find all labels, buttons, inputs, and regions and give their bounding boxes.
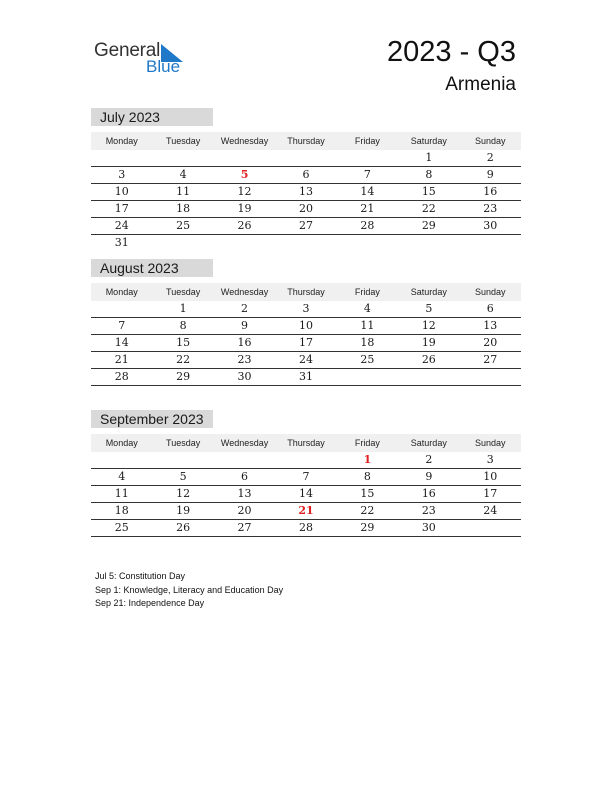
- day-cell: 29: [421, 219, 436, 232]
- day-cell: 30: [421, 521, 436, 534]
- day-cell: 22: [360, 504, 375, 517]
- week-row: [91, 184, 521, 201]
- country-name: Armenia: [445, 74, 516, 95]
- holiday-notes: [95, 570, 283, 611]
- day-cell: 15: [421, 185, 436, 198]
- weekday-label: Monday: [105, 287, 138, 297]
- day-cell: 5: [179, 470, 187, 483]
- day-cell: 19: [421, 336, 436, 349]
- day-cell: [152, 150, 213, 166]
- day-cell: 10: [483, 470, 498, 483]
- weekday-label: Monday: [105, 136, 138, 146]
- day-cell: [337, 369, 398, 385]
- weekday-label: Wednesday: [220, 438, 269, 448]
- day-cell: 18: [360, 336, 375, 349]
- day-cell: [398, 235, 459, 251]
- weekday-label: Thursday: [287, 136, 325, 146]
- weekday-label: Wednesday: [220, 136, 269, 146]
- day-cell: 29: [176, 370, 191, 383]
- day-cell: 12: [421, 319, 436, 332]
- day-cell: 3: [302, 302, 310, 315]
- month-label: September 2023: [91, 410, 213, 428]
- day-cell: 19: [176, 504, 191, 517]
- day-cell: [152, 452, 213, 468]
- week-row: [91, 369, 521, 386]
- day-cell: 3: [486, 453, 494, 466]
- weekday-label: Thursday: [287, 287, 325, 297]
- day-cell: [398, 369, 459, 385]
- day-cell: 25: [360, 353, 375, 366]
- week-rows: [91, 150, 521, 251]
- day-cell: 17: [483, 487, 498, 500]
- day-cell: [275, 452, 336, 468]
- day-cell: 10: [114, 185, 129, 198]
- generalblue-logo: [94, 40, 194, 80]
- logo-text-blue: Blue: [146, 57, 181, 76]
- day-cell: 13: [483, 319, 498, 332]
- day-cell: 13: [298, 185, 313, 198]
- day-cell: 8: [363, 470, 371, 483]
- day-cell: 3: [118, 168, 126, 181]
- month-label: July 2023: [91, 108, 213, 126]
- day-cell: 23: [237, 353, 252, 366]
- holiday-note: Jul 5: Constitution Day: [95, 571, 186, 581]
- day-cell: 20: [237, 504, 252, 517]
- week-row: [91, 503, 521, 520]
- day-cell: [337, 235, 398, 251]
- day-cell: [460, 235, 521, 251]
- day-cell: 6: [486, 302, 494, 315]
- day-cell: 22: [421, 202, 436, 215]
- weekday-header-row: [91, 283, 521, 301]
- weekday-label: Monday: [105, 438, 138, 448]
- day-cell: 16: [483, 185, 498, 198]
- day-cell: 15: [176, 336, 191, 349]
- day-cell: 21: [114, 353, 129, 366]
- day-cell: [152, 235, 213, 251]
- day-cell: 2: [425, 453, 433, 466]
- day-cell: 12: [176, 487, 191, 500]
- day-cell: 21: [360, 202, 375, 215]
- day-cell: 2: [486, 151, 494, 164]
- day-cell: 15: [360, 487, 375, 500]
- day-cell: [214, 150, 275, 166]
- day-cell: 23: [483, 202, 498, 215]
- day-cell: 8: [425, 168, 433, 181]
- day-cell: 26: [421, 353, 436, 366]
- weekday-label: Saturday: [410, 438, 447, 448]
- week-row: [91, 301, 521, 318]
- day-cell: [460, 369, 521, 385]
- day-cell: 27: [237, 521, 252, 534]
- day-cell: 20: [298, 202, 313, 215]
- month-block-august: [91, 259, 521, 386]
- day-cell: [91, 452, 152, 468]
- day-cell: 10: [298, 319, 313, 332]
- day-cell: [214, 235, 275, 251]
- day-cell: 26: [176, 521, 191, 534]
- day-cell: 23: [421, 504, 436, 517]
- weekday-label: Tuesday: [166, 287, 201, 297]
- day-cell: 18: [176, 202, 191, 215]
- day-cell: [275, 150, 336, 166]
- day-cell: 28: [114, 370, 129, 383]
- weekday-label: Saturday: [410, 287, 447, 297]
- day-cell: 29: [360, 521, 375, 534]
- day-cell: 1: [179, 302, 187, 315]
- day-cell: 4: [179, 168, 187, 181]
- week-row: [91, 352, 521, 369]
- logo-text-general: General: [94, 40, 161, 61]
- day-cell: 4: [118, 470, 126, 483]
- day-cell: [91, 150, 152, 166]
- weekday-header-row: [91, 132, 521, 150]
- day-cell: 16: [237, 336, 252, 349]
- day-cell: 27: [298, 219, 313, 232]
- day-cell: 31: [298, 370, 313, 383]
- day-cell: 28: [298, 521, 313, 534]
- day-cell: 2: [241, 302, 249, 315]
- day-cell: 11: [114, 487, 129, 500]
- day-cell: 5: [240, 168, 249, 181]
- day-cell: 13: [237, 487, 252, 500]
- month-label: August 2023: [91, 259, 213, 277]
- week-rows: [91, 301, 521, 386]
- day-cell: 25: [176, 219, 191, 232]
- day-cell: 17: [298, 336, 313, 349]
- holiday-note: Sep 1: Knowledge, Literacy and Education Day: [95, 584, 284, 595]
- day-cell: 30: [483, 219, 498, 232]
- day-cell: 31: [114, 236, 129, 249]
- day-cell: 11: [176, 185, 191, 198]
- weekday-label: Tuesday: [166, 438, 201, 448]
- weekday-label: Sunday: [474, 438, 506, 448]
- week-row: [91, 335, 521, 352]
- week-row: [91, 150, 521, 167]
- week-row: [91, 520, 521, 537]
- week-row: [91, 235, 521, 251]
- day-cell: 16: [421, 487, 436, 500]
- day-cell: 4: [363, 302, 371, 315]
- day-cell: 30: [237, 370, 252, 383]
- day-cell: 7: [302, 470, 310, 483]
- day-cell: 18: [114, 504, 129, 517]
- day-cell: 7: [363, 168, 371, 181]
- day-cell: 24: [298, 353, 313, 366]
- day-cell: 9: [486, 168, 494, 181]
- week-row: [91, 486, 521, 503]
- day-cell: [460, 520, 521, 536]
- day-cell: [275, 235, 336, 251]
- day-cell: 9: [425, 470, 433, 483]
- day-cell: 14: [360, 185, 375, 198]
- day-cell: 25: [114, 521, 129, 534]
- holiday-note: Sep 21: Independence Day: [95, 598, 205, 608]
- weekday-header-row: [91, 434, 521, 452]
- day-cell: 8: [179, 319, 187, 332]
- weekday-label: Sunday: [474, 136, 506, 146]
- page-title: 2023 - Q3: [387, 36, 516, 68]
- day-cell: [214, 452, 275, 468]
- day-cell: 6: [302, 168, 310, 181]
- day-cell: 14: [298, 487, 313, 500]
- day-cell: 1: [425, 151, 433, 164]
- day-cell: 20: [483, 336, 498, 349]
- weekday-label: Saturday: [410, 136, 447, 146]
- day-cell: 24: [114, 219, 129, 232]
- day-cell: [337, 150, 398, 166]
- weekday-label: Thursday: [287, 438, 325, 448]
- week-row: [91, 167, 521, 184]
- day-cell: 28: [360, 219, 375, 232]
- day-cell: 19: [237, 202, 252, 215]
- week-rows: [91, 452, 521, 537]
- weekday-label: Friday: [354, 136, 380, 146]
- day-cell: 5: [425, 302, 433, 315]
- day-cell: [91, 301, 152, 317]
- day-cell: 12: [237, 185, 252, 198]
- month-block-july: [91, 108, 521, 251]
- day-cell: 21: [298, 504, 314, 517]
- day-cell: 24: [483, 504, 498, 517]
- day-cell: 27: [483, 353, 498, 366]
- week-row: [91, 469, 521, 486]
- day-cell: 17: [114, 202, 129, 215]
- day-cell: 14: [114, 336, 129, 349]
- day-cell: 26: [237, 219, 252, 232]
- week-row: [91, 218, 521, 235]
- day-cell: 1: [363, 453, 372, 466]
- weekday-label: Friday: [354, 287, 380, 297]
- week-row: [91, 318, 521, 335]
- day-cell: 22: [176, 353, 191, 366]
- day-cell: 6: [241, 470, 249, 483]
- week-row: [91, 201, 521, 218]
- month-block-september: [91, 410, 521, 537]
- day-cell: 11: [360, 319, 375, 332]
- weekday-label: Wednesday: [220, 287, 269, 297]
- day-cell: 7: [118, 319, 126, 332]
- week-row: [91, 452, 521, 469]
- weekday-label: Tuesday: [166, 136, 201, 146]
- weekday-label: Friday: [354, 438, 380, 448]
- day-cell: 9: [241, 319, 249, 332]
- weekday-label: Sunday: [474, 287, 506, 297]
